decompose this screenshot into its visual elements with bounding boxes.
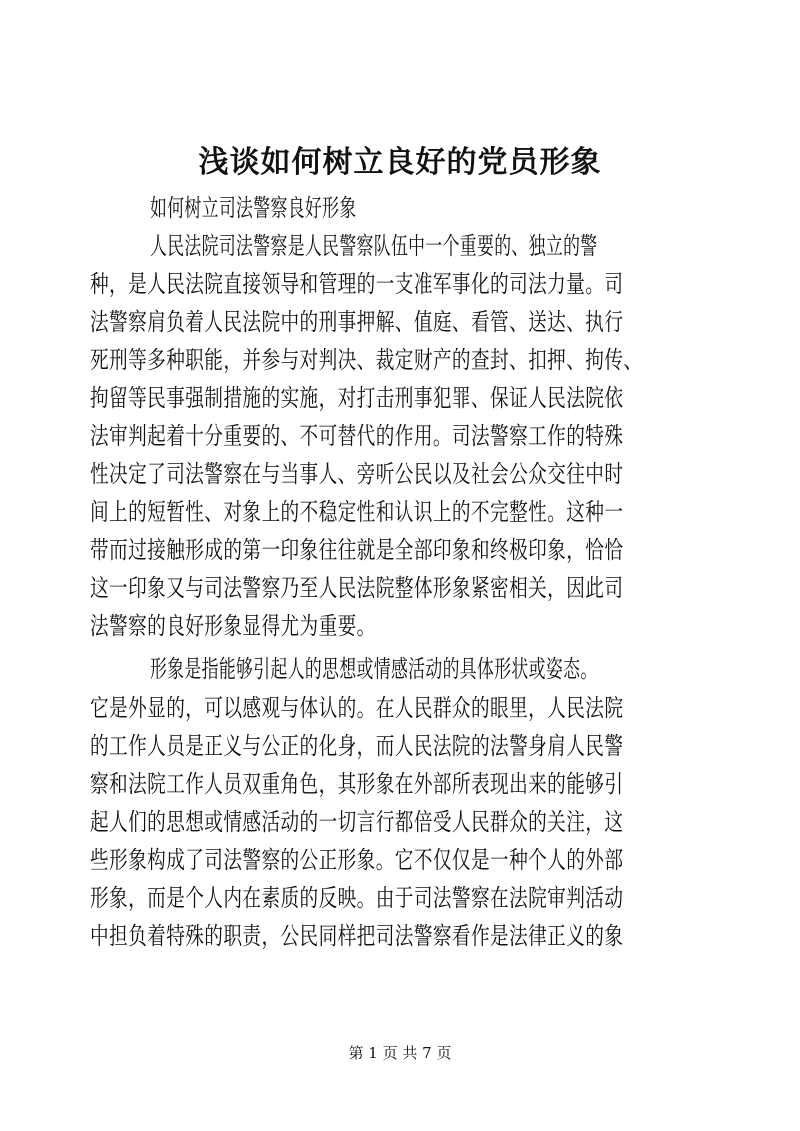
body-line: 它是外显的，可以感观与体认的。在人民群众的眼里，人民法院 <box>90 694 624 722</box>
document-title: 浅谈如何树立良好的党员形象 <box>198 145 602 180</box>
body-line: 中担负着特殊的职责，公民同样把司法警察看作是法律正义的象 <box>90 922 624 950</box>
body-line: 种，是人民法院直接领导和管理的一支准军事化的司法力量。司 <box>90 270 624 298</box>
page-footer: 第 1 页 共 7 页 <box>348 1044 452 1062</box>
body-line: 些形象构成了司法警察的公正形象。它不仅仅是一种个人的外部 <box>90 846 624 874</box>
body-line: 间上的短暂性、对象上的不稳定性和认识上的不完整性。这种一 <box>90 498 624 526</box>
body-line: 法警察的良好形象显得尤为重要。 <box>90 612 376 640</box>
body-line: 起人们的思想或情感活动的一切言行都倍受人民群众的关注，这 <box>90 808 624 836</box>
body-line: 性决定了司法警察在与当事人、旁听公民以及社会公众交往中时 <box>90 460 624 488</box>
body-line: 察和法院工作人员双重角色，其形象在外部所表现出来的能够引 <box>90 770 624 798</box>
body-line: 法警察肩负着人民法院中的刑事押解、值庭、看管、送达、执行 <box>90 308 624 336</box>
body-line: 法审判起着十分重要的、不可替代的作用。司法警察工作的特殊 <box>90 422 624 450</box>
body-line: 这一印象又与司法警察乃至人民法院整体形象紧密相关，因此司 <box>90 574 624 602</box>
body-line: 拘留等民事强制措施的实施，对打击刑事犯罪、保证人民法院依 <box>90 384 624 412</box>
body-line: 如何树立司法警察良好形象 <box>150 194 357 222</box>
body-line: 带而过接触形成的第一印象往往就是全部印象和终极印象，恰恰 <box>90 536 624 564</box>
body-line: 人民法院司法警察是人民警察队伍中一个重要的、独立的警 <box>150 232 598 260</box>
body-line: 形象是指能够引起人的思想或情感活动的具体形状或姿态。 <box>150 655 598 683</box>
body-line: 的工作人员是正义与公正的化身，而人民法院的法警身肩人民警 <box>90 732 624 760</box>
body-line: 形象，而是个人内在素质的反映。由于司法警察在法院审判活动 <box>90 884 624 912</box>
body-line: 死刑等多种职能，并参与对判决、裁定财产的查封、扣押、拘传、 <box>90 346 643 374</box>
